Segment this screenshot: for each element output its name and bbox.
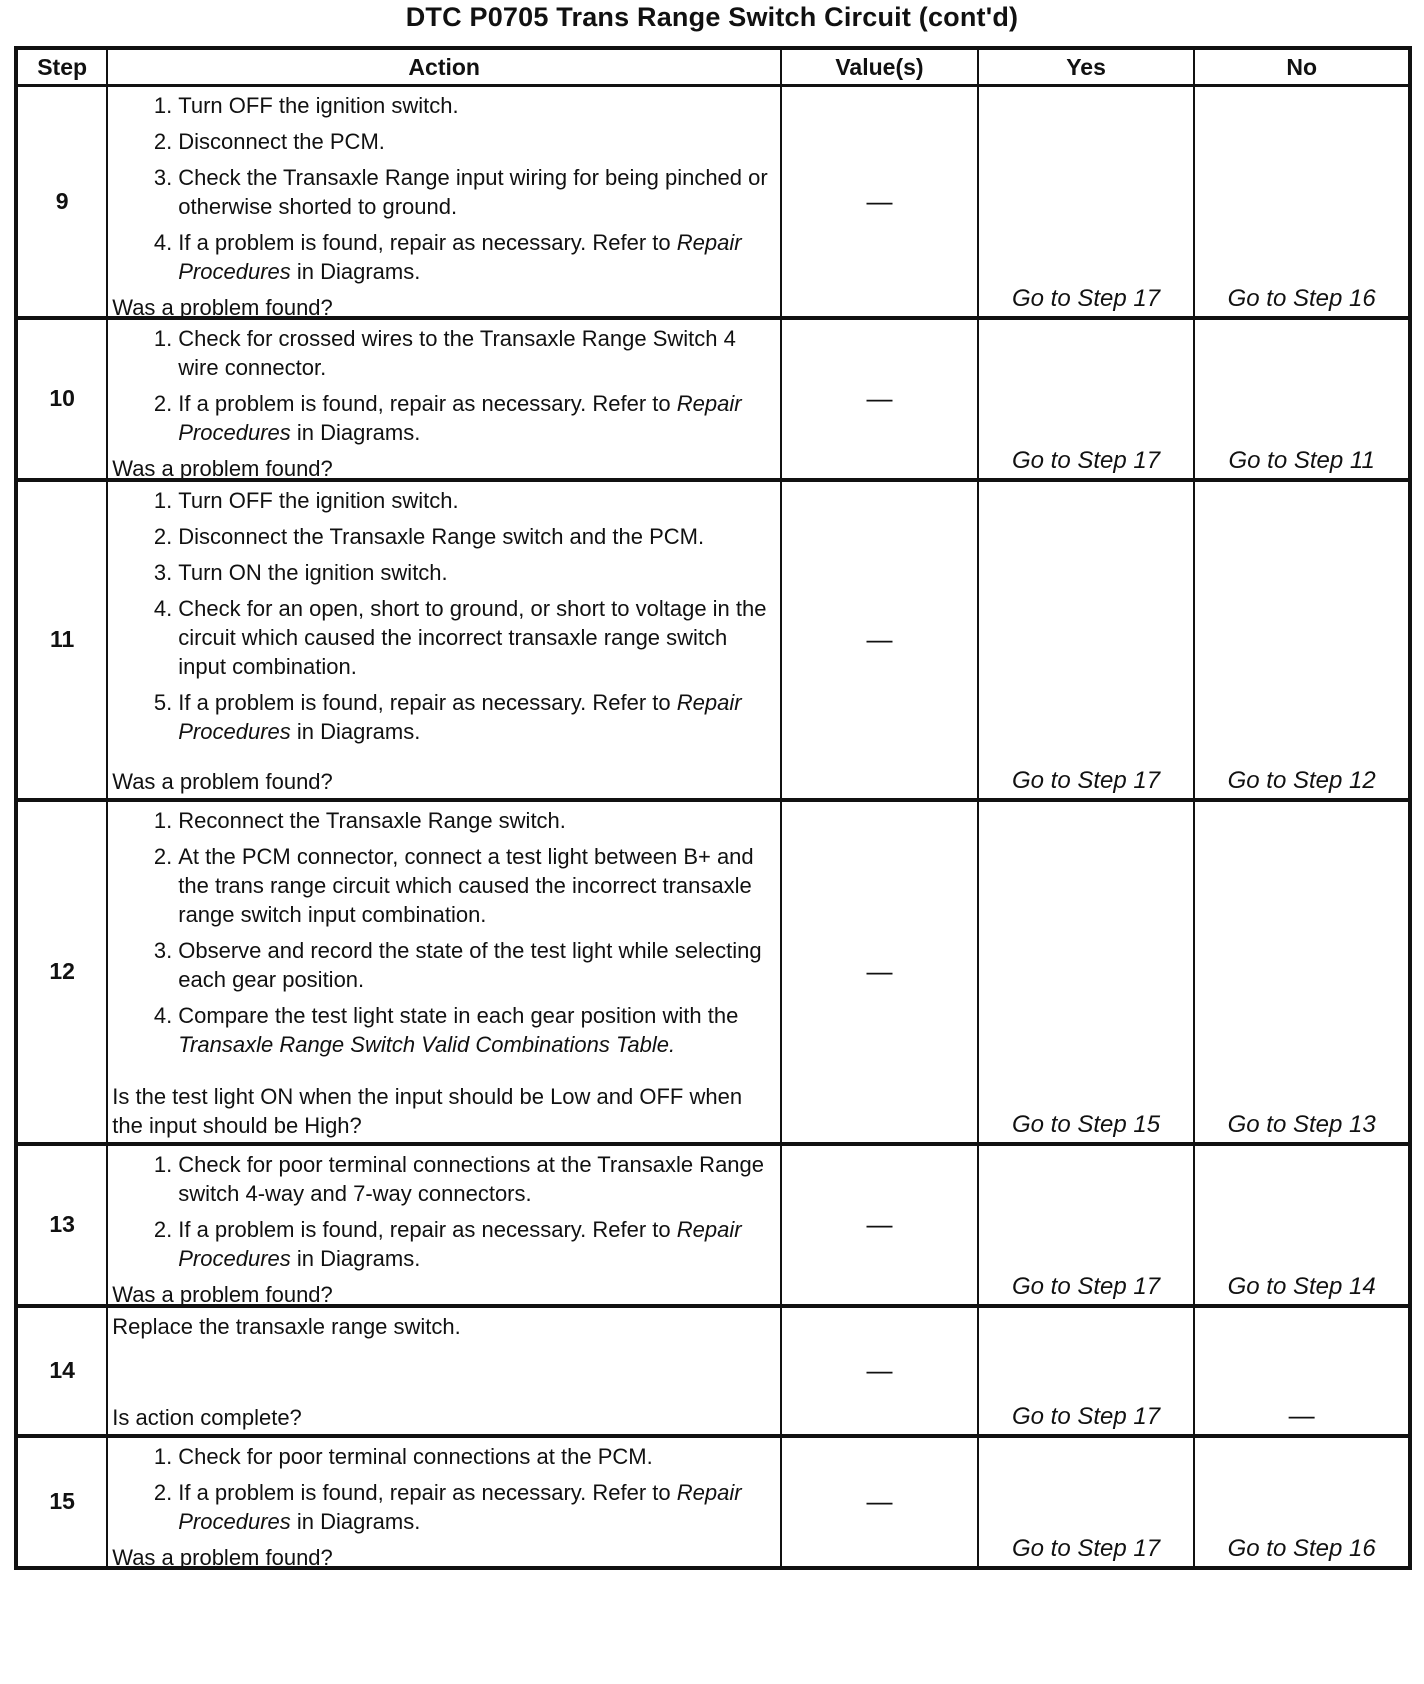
action-cell: [107, 1144, 781, 1306]
action-step-item: [108, 1150, 780, 1208]
action-cell: [107, 86, 781, 318]
step-number: 10: [16, 318, 107, 480]
action-step-number: 1.: [153, 1443, 173, 1469]
action-step-text: Turn OFF the ignition switch.: [178, 487, 459, 513]
action-step-text: Turn OFF the ignition switch.: [178, 93, 459, 118]
action-steps-list: [108, 320, 780, 454]
header-no: No: [1194, 48, 1410, 86]
action-step-text: If a problem is found, repair as necessary. Refer to: [178, 1216, 677, 1242]
action-steps-list: [108, 802, 780, 1066]
action-step-text: Disconnect the PCM.: [178, 129, 385, 154]
no-cell: Go to Step 12: [1194, 480, 1410, 800]
action-step-number: 1.: [153, 325, 173, 351]
diagnostic-table: [14, 46, 1412, 1570]
table-row: [16, 480, 1410, 800]
header-values: Value(s): [781, 48, 978, 86]
action-step-text: Observe and record the state of the test light while selecting each gear position.: [178, 937, 762, 992]
action-cell: [107, 318, 781, 480]
action-step-text-suffix: in Diagrams.: [290, 419, 421, 445]
action-step-number: 1.: [153, 1151, 173, 1177]
action-step-item: [108, 522, 780, 551]
action-step-text-suffix: in Diagrams.: [290, 259, 421, 284]
action-question: Is the test light ON when the input should be Low and OFF when the input should be High?: [112, 1083, 743, 1138]
action-question: Was a problem found?: [112, 455, 333, 481]
action-step-text: Turn ON the ignition switch.: [178, 559, 448, 585]
action-step-text: Disconnect the Transaxle Range switch and the PCM.: [178, 523, 705, 549]
action-step-text: Check for an open, short to ground, or short to voltage in the circuit which caused the incorrect transaxle range switch input combination.: [178, 595, 767, 679]
reference-title: Transaxle Range Switch Valid Combinations Table.: [178, 1031, 676, 1057]
reference-title: Repair Procedures: [178, 1479, 742, 1534]
value-cell: —: [781, 800, 978, 1144]
action-step-text: Check for crossed wires to the Transaxle Range Switch 4 wire connector.: [178, 325, 736, 380]
action-text: Replace the transaxle range switch.: [112, 1313, 461, 1339]
action-step-item: [108, 389, 780, 447]
table-body: [16, 86, 1410, 1568]
step-number: 12: [16, 800, 107, 1144]
reference-title: Repair Procedures: [178, 230, 742, 284]
no-cell: —: [1194, 1306, 1410, 1436]
action-step-text-suffix: in Diagrams.: [290, 718, 421, 744]
action-step-text: If a problem is found, repair as necessary. Refer to: [178, 230, 677, 255]
action-question: Was a problem found?: [112, 295, 333, 320]
action-content: [108, 802, 780, 1142]
value-cell: —: [781, 1436, 978, 1568]
page-title: DTC P0705 Trans Range Switch Circuit (cont'd): [405, 2, 1019, 32]
action-step-number: 4.: [153, 230, 173, 255]
action-step-item: [108, 806, 780, 835]
action-step-item: [108, 228, 780, 286]
action-step-item: [108, 1478, 780, 1536]
yes-cell: Go to Step 17: [978, 480, 1195, 800]
action-step-text-suffix: in Diagrams.: [290, 1508, 421, 1534]
action-step-item: [108, 688, 780, 746]
action-step-number: 4.: [153, 1002, 173, 1028]
action-step-number: 2.: [153, 390, 173, 416]
action-step-text: Check for poor terminal connections at the PCM.: [178, 1443, 653, 1469]
action-step-item: [108, 1442, 780, 1471]
action-step-item: [108, 163, 780, 221]
action-step-item: [108, 324, 780, 382]
action-step-text-suffix: in Diagrams.: [290, 1245, 421, 1271]
yes-cell: Go to Step 17: [978, 1306, 1195, 1436]
action-step-number: 1.: [153, 807, 173, 833]
action-step-item: [108, 936, 780, 994]
yes-cell: Go to Step 15: [978, 800, 1195, 1144]
action-step-item: [108, 91, 780, 120]
value-cell: —: [781, 318, 978, 480]
step-number: 9: [16, 86, 107, 318]
yes-cell: Go to Step 17: [978, 318, 1195, 480]
action-step-item: [108, 1001, 780, 1059]
no-cell: Go to Step 16: [1194, 86, 1410, 318]
action-step-number: 2.: [153, 1479, 173, 1505]
action-cell: [107, 1436, 781, 1568]
no-cell: Go to Step 11: [1194, 318, 1410, 480]
action-content: [108, 87, 780, 320]
action-content: [108, 320, 780, 481]
action-content: [108, 1146, 780, 1307]
action-step-item: [108, 1215, 780, 1273]
action-step-number: 4.: [153, 595, 173, 621]
header-action: Action: [107, 48, 781, 86]
action-step-text: Check for poor terminal connections at the Transaxle Range switch 4-way and 7-way connectors.: [178, 1151, 765, 1206]
action-content: [108, 1438, 780, 1570]
action-cell: [107, 800, 781, 1144]
value-cell: —: [781, 480, 978, 800]
action-step-text: Compare the test light state in each gear position with the: [178, 1002, 739, 1028]
value-cell: —: [781, 86, 978, 318]
action-question: Was a problem found?: [112, 768, 333, 794]
action-step-item: [108, 558, 780, 587]
reference-title: Repair Procedures: [178, 1216, 742, 1271]
table-row: [16, 800, 1410, 1144]
reference-title: Repair Procedures: [178, 689, 742, 744]
table-row: [16, 1144, 1410, 1306]
action-step-text: If a problem is found, repair as necessary. Refer to: [178, 1479, 677, 1505]
no-cell: Go to Step 14: [1194, 1144, 1410, 1306]
value-cell: —: [781, 1306, 978, 1436]
action-step-number: 3.: [153, 165, 173, 190]
action-question: Was a problem found?: [112, 1281, 333, 1307]
action-step-number: 3.: [153, 559, 173, 585]
header-row: [16, 48, 1410, 86]
action-step-text: Reconnect the Transaxle Range switch.: [178, 807, 566, 833]
step-number: 15: [16, 1436, 107, 1568]
action-step-number: 1.: [153, 93, 173, 118]
action-content: [108, 482, 780, 798]
table-row: [16, 1306, 1410, 1436]
action-step-number: 2.: [153, 129, 173, 154]
no-cell: Go to Step 16: [1194, 1436, 1410, 1568]
yes-cell: Go to Step 17: [978, 1144, 1195, 1306]
table-row: [16, 318, 1410, 480]
action-cell: [107, 1306, 781, 1436]
table-row: [16, 86, 1410, 318]
action-step-item: [108, 594, 780, 681]
action-content: [108, 1308, 780, 1434]
action-step-text: At the PCM connector, connect a test light between B+ and the trans range circuit which caused the incorrect transaxle range switch input combination.: [178, 843, 754, 927]
action-step-text: If a problem is found, repair as necessary. Refer to: [178, 689, 677, 715]
action-step-number: 5.: [153, 689, 173, 715]
action-cell: [107, 480, 781, 800]
reference-title: Repair Procedures: [178, 390, 742, 445]
action-step-text: If a problem is found, repair as necessary. Refer to: [178, 390, 677, 416]
action-step-number: 2.: [153, 1216, 173, 1242]
action-step-item: [108, 486, 780, 515]
step-number: 13: [16, 1144, 107, 1306]
action-steps-list: [108, 1438, 780, 1543]
action-steps-list: [108, 482, 780, 753]
step-number: 11: [16, 480, 107, 800]
step-number: 14: [16, 1306, 107, 1436]
action-question: Is action complete?: [112, 1404, 302, 1430]
action-step-text: Check the Transaxle Range input wiring for being pinched or otherwise shorted to ground.: [178, 165, 768, 219]
header-yes: Yes: [978, 48, 1195, 86]
yes-cell: Go to Step 17: [978, 1436, 1195, 1568]
action-step-number: 1.: [153, 487, 173, 513]
header-step: Step: [16, 48, 107, 86]
no-cell: Go to Step 13: [1194, 800, 1410, 1144]
table-row: [16, 1436, 1410, 1568]
action-step-number: 2.: [153, 843, 173, 869]
action-step-item: [108, 127, 780, 156]
value-cell: —: [781, 1144, 978, 1306]
action-steps-list: [108, 87, 780, 293]
action-question: Was a problem found?: [112, 1544, 333, 1570]
action-steps-list: [108, 1146, 780, 1280]
action-step-item: [108, 842, 780, 929]
yes-cell: Go to Step 17: [978, 86, 1195, 318]
action-step-number: 2.: [153, 523, 173, 549]
action-step-number: 3.: [153, 937, 173, 963]
